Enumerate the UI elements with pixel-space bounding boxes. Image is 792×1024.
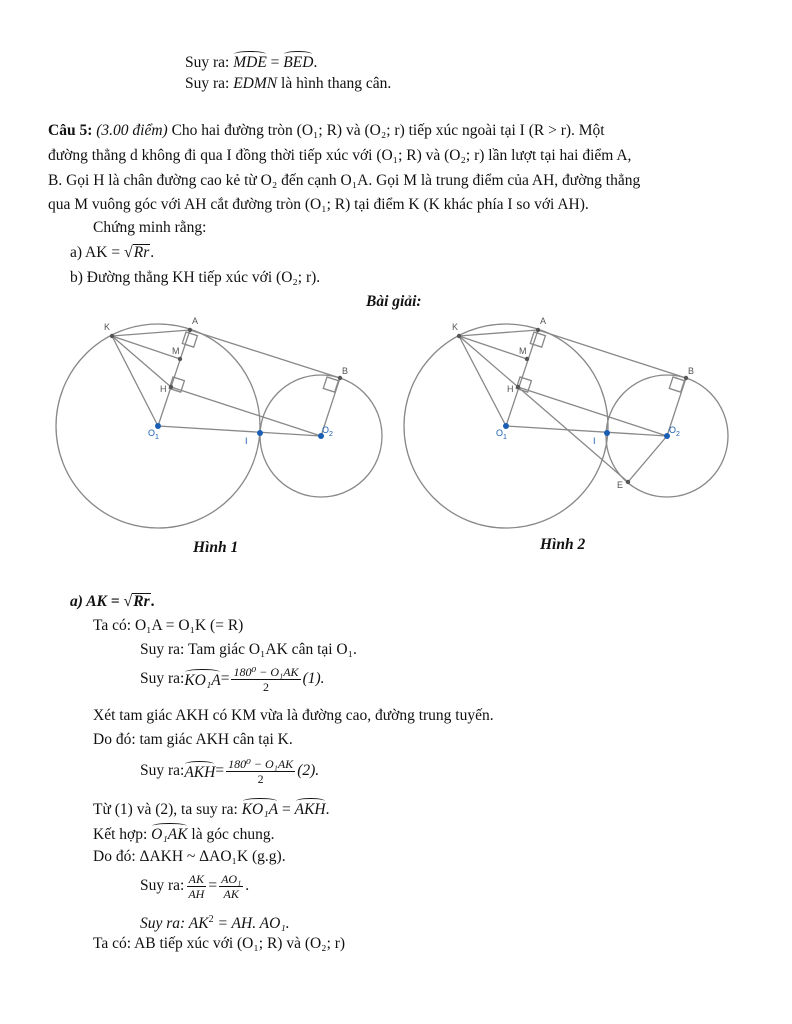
question-a: a) AK = √Rr. <box>70 244 155 261</box>
step-2: Suy ra: Tam giác O₁AK cân tại O₁. <box>140 641 357 658</box>
top-line-1: Suy ra: MDE = BED. <box>185 50 317 73</box>
problem-title: Câu 5: <box>48 122 93 139</box>
step-8: Kết hợp: O₁AK là góc chung. <box>93 822 274 845</box>
question-b: b) Đường thẳng KH tiếp xúc với (O₂; r). <box>70 269 321 286</box>
label-i: I <box>245 436 248 446</box>
step-5: Do đó: tam giác AKH cân tại K. <box>93 731 293 748</box>
label-a: A <box>540 316 547 326</box>
prove-label: Chứng minh rằng: <box>93 219 207 236</box>
step-4: Xét tam giác AKH có KM vừa là đường cao, đường trung tuyến. <box>93 707 494 724</box>
fraction-4: $\frac{\text{AO₁}}{AK}$ <box>221 871 242 901</box>
problem-line-3: B. Gọi H là chân đường cao kẻ từ O₂ đến cạnh O₁A. Gọi M là trung điểm của AH, đường thẳng <box>48 172 641 189</box>
label-a: A <box>192 316 199 326</box>
angle-bed: BED <box>283 50 313 73</box>
label-h: H <box>507 384 514 394</box>
step-10: Suy ra: $\frac{AK}{AH}$ = $\frac{\text{AO₁}}{AK}$ . <box>140 871 250 901</box>
label-k: K <box>452 322 459 332</box>
label-e: E <box>617 480 624 490</box>
label-k: K <box>104 322 111 332</box>
problem-line-1: Câu 5: (3.00 điểm) Cho hai đường tròn (O₁; R) và (O₂; r) tiếp xúc ngoài tại I (R > r). Một <box>48 122 605 139</box>
step-9: Do đó: ΔAKH ~ ΔAO₁K (g.g). <box>93 848 286 865</box>
label-i: I <box>593 436 596 446</box>
top-line-2: Suy ra: EDMN là hình thang cân. <box>185 75 392 92</box>
solution-heading: Bài giải: <box>366 293 422 310</box>
step-3: Suy ra: KO₁A = $\frac{\text{180⁰ − O₁AK}}{2}$ (1). <box>140 664 325 694</box>
problem-line-4: qua M vuông góc với AH cắt đường tròn (O₁; R) tại điểm K (K khác phía I so với AH). <box>48 196 589 213</box>
step-12: Ta có: AB tiếp xúc với (O₁; R) và (O₂; r) <box>93 935 346 952</box>
step-1: Ta có: O₁A = O₁K (= R) <box>93 617 244 634</box>
part-a-heading: a) AK = √Rr. <box>70 593 155 610</box>
step-6: Suy ra: AKH = $\frac{\text{180⁰ − O₁AK}}{2}$ (2). <box>140 756 320 786</box>
step-11: Suy ra: $AK^2$ = AH. AO₁. <box>140 914 290 932</box>
figure-1-caption: Hình 1 <box>193 539 239 556</box>
label-o2: $O_2$ <box>322 425 333 438</box>
figure-2-caption: Hình 2 <box>540 536 586 553</box>
angle-mde: MDE <box>233 50 267 73</box>
label-m: M <box>519 346 527 356</box>
step-7: Từ (1) và (2), ta suy ra: KO₁A = AKH. <box>93 797 329 820</box>
fraction-1: $\frac{\text{180⁰ − O₁AK}}{2}$ <box>233 664 299 694</box>
label-o2: $O_2$ <box>669 425 680 438</box>
fraction-3: $\frac{AK}{AH}$ <box>188 871 205 901</box>
label-b: B <box>342 366 349 376</box>
fraction-2: $\frac{\text{180⁰ − O₁AK}}{2}$ <box>228 756 294 786</box>
label-m: M <box>172 346 180 356</box>
label-o1: $O_1$ <box>148 428 159 441</box>
problem-line-2: đường thẳng d không đi qua I đồng thời tiếp xúc với (O₁; R) và (O₂; r) lần lượt tại hai điểm A, <box>48 147 632 164</box>
label-b: B <box>688 366 695 376</box>
figure-2 <box>400 312 740 537</box>
figure-1 <box>50 312 390 537</box>
label-o1: $O_1$ <box>496 428 507 441</box>
label-h: H <box>160 384 167 394</box>
